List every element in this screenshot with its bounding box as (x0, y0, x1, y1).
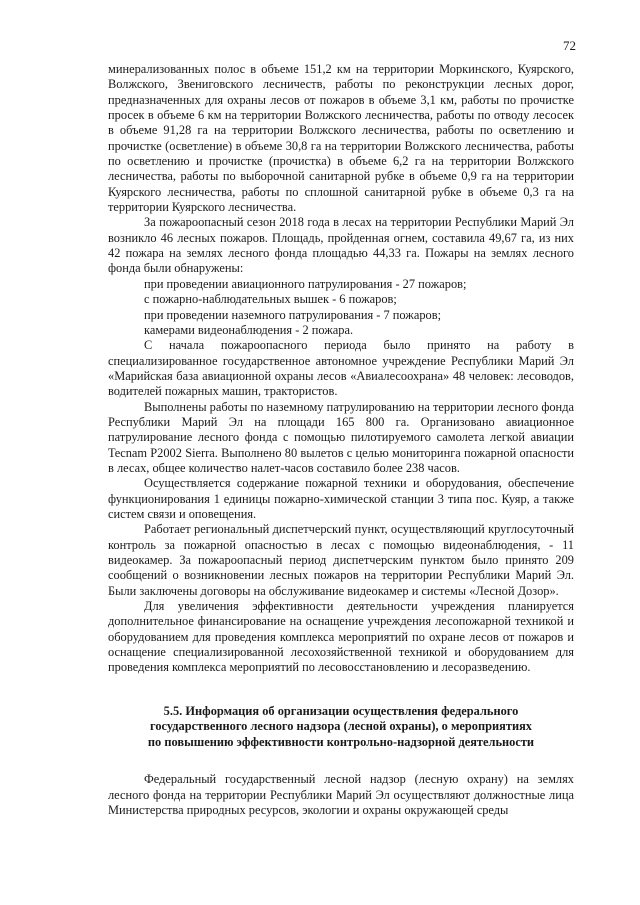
paragraph-5: Осуществляется содержание пожарной техники и оборудования, обеспечение функционирования 1 единицы пожарно-химической станции 3 типа пос. Куяр, а также систем связи и оповещения. (108, 476, 574, 521)
document-body (108, 62, 574, 818)
paragraph-3: С начала пожароопасного периода было принято на работу в специализированное государственное автономное учреждение Республики Марий Эл «Марийская база авиационной охраны лесов «Авиалесоохрана» 48 человек: лесоводов, водителей пожарных машин, трактористов. (108, 338, 574, 399)
paragraph-1: минерализованных полос в объеме 151,2 км на территории Моркинского, Куярского, Волжского, Звениговского лесничеств, работы по реконструкции лесных дорог, предназначенных для охраны лесов от пожаров в объеме 3,1 км, работы по прочистке просек в объеме 6 км на территории Волжского лесничества, работы по отводу лесосек в объеме 91,28 га на территории Волжского лесничества, работы по осветлению и прочистке (осветление) в объеме 30,8 га на территории Волжского лесничества, работы по осветлению и прочистке (прочистка) в объеме 6,2 га на территории Волжского лесничества, работы по выборочной санитарной рубке в объеме 0,9 га на территории Куярского лесничества, работы по сплошной санитарной рубке в объеме 0,3 га на территории Куярского лесничества. (108, 62, 574, 215)
paragraph-6: Работает региональный диспетчерский пункт, осуществляющий круглосуточный контроль за пожарной опасностью в лесах с помощью видеонаблюдения, - 11 видеокамер. За пожароопасный период диспетчерским пунктом было принято 209 сообщений о возникновении лесных пожаров на территории Республики Марий Эл. Были заключены договоры на обслуживание видеокамер и системы «Лесной Дозор». (108, 522, 574, 598)
section-heading-line: государственного лесного надзора (лесной охраны), о мероприятиях (150, 719, 532, 734)
section-heading-line: по повышению эффективности контрольно-надзорной деятельности (147, 734, 535, 749)
detection-list-item: при проведении авиационного патрулирования - 27 пожаров; (144, 276, 467, 291)
paragraph-7: Для увеличения эффективности деятельности учреждения планируется дополнительное финансирование на оснащение учреждения лесопожарной техникой и оборудованием для проведения комплекса мероприятий по охране лесов от пожаров и оснащение специализированной лесохозяйственной техникой и оборудованием для проведения комплекса мероприятий по лесовосстановлению и лесоразведению. (108, 599, 574, 675)
page-number: 72 (563, 38, 576, 53)
detection-list-item: с пожарно-наблюдательных вышек - 6 пожаров; (144, 292, 397, 307)
paragraph-2: За пожароопасный сезон 2018 года в лесах на территории Республики Марий Эл возникло 46 лесных пожаров. Площадь, пройденная огнем, составила 49,67 га, из них 42 пожара на землях лесного фонда площадью 44,33 га. Пожары на землях лесного фонда были обнаружены: (108, 215, 574, 276)
detection-list-item: камерами видеонаблюдения - 2 пожара. (144, 322, 354, 337)
section-heading-line: 5.5. Информация об организации осуществления федерального (163, 703, 519, 718)
section-heading (108, 704, 574, 751)
detection-list-item: при проведении наземного патрулирования - 7 пожаров; (144, 307, 442, 322)
final-paragraph: Федеральный государственный лесной надзор (лесную охрану) на землях лесного фонда на территории Республики Марий Эл осуществляют должностные лица Министерства природных ресурсов, экологии и охраны окружающей среды (108, 772, 574, 817)
paragraph-4: Выполнены работы по наземному патрулированию на территории лесного фонда Республики Марий Эл на площади 165 800 га. Организовано авиационное патрулирование лесного фонда с помощью пилотируемого самолета легкой авиации Tecnam P2002 Sierra. Выполнено 80 вылетов с целью мониторинга пожарной опасности в лесах, общее количество налет-часов составило более 238 часов. (108, 399, 574, 475)
